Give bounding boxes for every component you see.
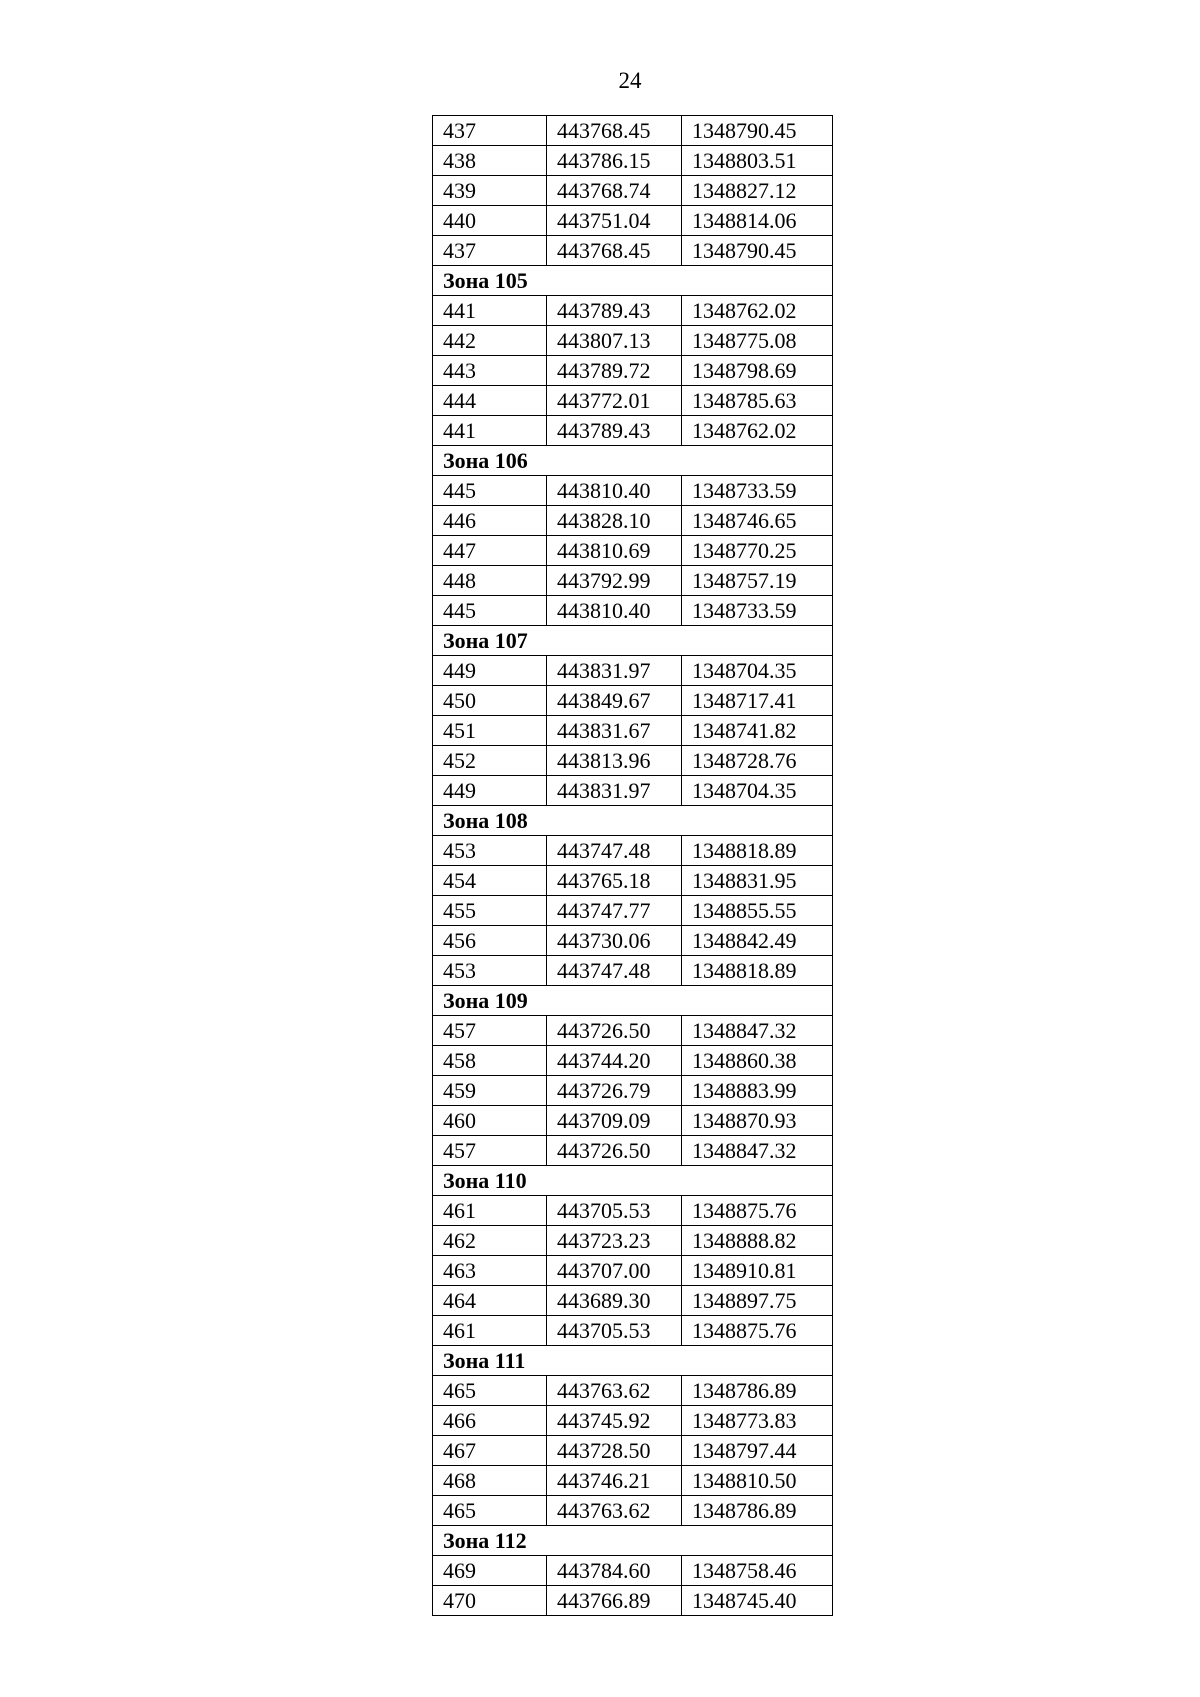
point-number-cell: 465 (433, 1376, 547, 1406)
zone-label: Зона 112 (433, 1526, 833, 1556)
point-number-cell: 446 (433, 506, 547, 536)
table-row (433, 866, 833, 896)
table-row (433, 416, 833, 446)
y-coordinate-cell: 1348818.89 (682, 836, 833, 866)
y-coordinate-cell: 1348875.76 (682, 1316, 833, 1346)
x-coordinate-cell: 443831.67 (547, 716, 682, 746)
y-coordinate-cell: 1348818.89 (682, 956, 833, 986)
table-row (433, 1316, 833, 1346)
x-coordinate-cell: 443768.45 (547, 236, 682, 266)
x-coordinate-cell: 443745.92 (547, 1406, 682, 1436)
point-number-cell: 457 (433, 1136, 547, 1166)
table-row (433, 1196, 833, 1226)
zone-label: Зона 108 (433, 806, 833, 836)
x-coordinate-cell: 443828.10 (547, 506, 682, 536)
x-coordinate-cell: 443747.48 (547, 956, 682, 986)
x-coordinate-cell: 443810.69 (547, 536, 682, 566)
table-row (433, 1586, 833, 1616)
x-coordinate-cell: 443772.01 (547, 386, 682, 416)
point-number-cell: 447 (433, 536, 547, 566)
table-row (433, 1256, 833, 1286)
point-number-cell: 450 (433, 686, 547, 716)
y-coordinate-cell: 1348745.40 (682, 1586, 833, 1616)
table-row (433, 686, 833, 716)
point-number-cell: 449 (433, 656, 547, 686)
point-number-cell: 462 (433, 1226, 547, 1256)
table-row (433, 1226, 833, 1256)
table-row (433, 1376, 833, 1406)
y-coordinate-cell: 1348870.93 (682, 1106, 833, 1136)
table-row (433, 716, 833, 746)
x-coordinate-cell: 443792.99 (547, 566, 682, 596)
point-number-cell: 460 (433, 1106, 547, 1136)
x-coordinate-cell: 443831.97 (547, 776, 682, 806)
y-coordinate-cell: 1348831.95 (682, 866, 833, 896)
point-number-cell: 442 (433, 326, 547, 356)
point-number-cell: 438 (433, 146, 547, 176)
table-row (433, 356, 833, 386)
y-coordinate-cell: 1348810.50 (682, 1466, 833, 1496)
table-row (433, 476, 833, 506)
x-coordinate-cell: 443768.45 (547, 116, 682, 146)
x-coordinate-cell: 443765.18 (547, 866, 682, 896)
y-coordinate-cell: 1348847.32 (682, 1016, 833, 1046)
table-row (433, 1556, 833, 1586)
table-row (433, 776, 833, 806)
y-coordinate-cell: 1348746.65 (682, 506, 833, 536)
zone-label: Зона 106 (433, 446, 833, 476)
y-coordinate-cell: 1348741.82 (682, 716, 833, 746)
point-number-cell: 467 (433, 1436, 547, 1466)
point-number-cell: 448 (433, 566, 547, 596)
y-coordinate-cell: 1348798.69 (682, 356, 833, 386)
table-row (433, 206, 833, 236)
table-row (433, 926, 833, 956)
x-coordinate-cell: 443763.62 (547, 1496, 682, 1526)
page-number: 24 (618, 68, 642, 93)
table-row (433, 1466, 833, 1496)
table-row (433, 1136, 833, 1166)
point-number-cell: 465 (433, 1496, 547, 1526)
table-row (433, 1406, 833, 1436)
point-number-cell: 461 (433, 1316, 547, 1346)
table-row (433, 836, 833, 866)
x-coordinate-cell: 443709.09 (547, 1106, 682, 1136)
table-row (433, 116, 833, 146)
table-row (433, 236, 833, 266)
y-coordinate-cell: 1348786.89 (682, 1496, 833, 1526)
zone-label: Зона 111 (433, 1346, 833, 1376)
point-number-cell: 454 (433, 866, 547, 896)
y-coordinate-cell: 1348786.89 (682, 1376, 833, 1406)
x-coordinate-cell: 443849.67 (547, 686, 682, 716)
y-coordinate-cell: 1348704.35 (682, 776, 833, 806)
x-coordinate-cell: 443810.40 (547, 596, 682, 626)
y-coordinate-cell: 1348855.55 (682, 896, 833, 926)
table-row (433, 1286, 833, 1316)
y-coordinate-cell: 1348790.45 (682, 116, 833, 146)
table-row (433, 566, 833, 596)
x-coordinate-cell: 443768.74 (547, 176, 682, 206)
table-row (433, 1436, 833, 1466)
zone-header-row (433, 266, 833, 296)
table-row (433, 326, 833, 356)
zone-label: Зона 109 (433, 986, 833, 1016)
zone-header-row (433, 1526, 833, 1556)
y-coordinate-cell: 1348762.02 (682, 416, 833, 446)
table-row (433, 956, 833, 986)
point-number-cell: 445 (433, 596, 547, 626)
x-coordinate-cell: 443730.06 (547, 926, 682, 956)
x-coordinate-cell: 443789.43 (547, 416, 682, 446)
table-row (433, 146, 833, 176)
point-number-cell: 453 (433, 956, 547, 986)
y-coordinate-cell: 1348785.63 (682, 386, 833, 416)
table-row (433, 1496, 833, 1526)
zone-header-row (433, 446, 833, 476)
point-number-cell: 459 (433, 1076, 547, 1106)
y-coordinate-cell: 1348762.02 (682, 296, 833, 326)
x-coordinate-cell: 443707.00 (547, 1256, 682, 1286)
point-number-cell: 451 (433, 716, 547, 746)
point-number-cell: 443 (433, 356, 547, 386)
y-coordinate-cell: 1348847.32 (682, 1136, 833, 1166)
x-coordinate-cell: 443789.43 (547, 296, 682, 326)
table-row (433, 536, 833, 566)
table-row (433, 506, 833, 536)
table-row (433, 1106, 833, 1136)
point-number-cell: 464 (433, 1286, 547, 1316)
table-row (433, 596, 833, 626)
zone-header-row (433, 986, 833, 1016)
point-number-cell: 449 (433, 776, 547, 806)
x-coordinate-cell: 443726.50 (547, 1136, 682, 1166)
point-number-cell: 469 (433, 1556, 547, 1586)
point-number-cell: 439 (433, 176, 547, 206)
point-number-cell: 452 (433, 746, 547, 776)
y-coordinate-cell: 1348842.49 (682, 926, 833, 956)
zone-label: Зона 105 (433, 266, 833, 296)
y-coordinate-cell: 1348814.06 (682, 206, 833, 236)
y-coordinate-cell: 1348757.19 (682, 566, 833, 596)
point-number-cell: 453 (433, 836, 547, 866)
x-coordinate-cell: 443831.97 (547, 656, 682, 686)
x-coordinate-cell: 443744.20 (547, 1046, 682, 1076)
x-coordinate-cell: 443705.53 (547, 1196, 682, 1226)
x-coordinate-cell: 443723.23 (547, 1226, 682, 1256)
table-row (433, 896, 833, 926)
y-coordinate-cell: 1348875.76 (682, 1196, 833, 1226)
x-coordinate-cell: 443751.04 (547, 206, 682, 236)
point-number-cell: 444 (433, 386, 547, 416)
x-coordinate-cell: 443813.96 (547, 746, 682, 776)
y-coordinate-cell: 1348770.25 (682, 536, 833, 566)
point-number-cell: 463 (433, 1256, 547, 1286)
zone-header-row (433, 1166, 833, 1196)
y-coordinate-cell: 1348827.12 (682, 176, 833, 206)
x-coordinate-cell: 443705.53 (547, 1316, 682, 1346)
y-coordinate-cell: 1348733.59 (682, 596, 833, 626)
x-coordinate-cell: 443789.72 (547, 356, 682, 386)
x-coordinate-cell: 443784.60 (547, 1556, 682, 1586)
point-number-cell: 456 (433, 926, 547, 956)
zone-header-row (433, 806, 833, 836)
y-coordinate-cell: 1348888.82 (682, 1226, 833, 1256)
y-coordinate-cell: 1348790.45 (682, 236, 833, 266)
x-coordinate-cell: 443786.15 (547, 146, 682, 176)
y-coordinate-cell: 1348897.75 (682, 1286, 833, 1316)
point-number-cell: 458 (433, 1046, 547, 1076)
table-row (433, 386, 833, 416)
point-number-cell: 441 (433, 416, 547, 446)
point-number-cell: 457 (433, 1016, 547, 1046)
x-coordinate-cell: 443726.50 (547, 1016, 682, 1046)
y-coordinate-cell: 1348704.35 (682, 656, 833, 686)
point-number-cell: 461 (433, 1196, 547, 1226)
x-coordinate-cell: 443763.62 (547, 1376, 682, 1406)
point-number-cell: 466 (433, 1406, 547, 1436)
y-coordinate-cell: 1348773.83 (682, 1406, 833, 1436)
x-coordinate-cell: 443766.89 (547, 1586, 682, 1616)
y-coordinate-cell: 1348775.08 (682, 326, 833, 356)
x-coordinate-cell: 443689.30 (547, 1286, 682, 1316)
x-coordinate-cell: 443807.13 (547, 326, 682, 356)
point-number-cell: 437 (433, 116, 547, 146)
point-number-cell: 470 (433, 1586, 547, 1616)
y-coordinate-cell: 1348733.59 (682, 476, 833, 506)
table-row (433, 1016, 833, 1046)
zone-label: Зона 110 (433, 1166, 833, 1196)
zone-header-row (433, 1346, 833, 1376)
point-number-cell: 445 (433, 476, 547, 506)
y-coordinate-cell: 1348910.81 (682, 1256, 833, 1286)
y-coordinate-cell: 1348860.38 (682, 1046, 833, 1076)
coordinates-table-body (433, 116, 833, 1616)
zone-header-row (433, 626, 833, 656)
table-row (433, 656, 833, 686)
y-coordinate-cell: 1348883.99 (682, 1076, 833, 1106)
x-coordinate-cell: 443726.79 (547, 1076, 682, 1106)
y-coordinate-cell: 1348797.44 (682, 1436, 833, 1466)
zone-label: Зона 107 (433, 626, 833, 656)
point-number-cell: 468 (433, 1466, 547, 1496)
point-number-cell: 441 (433, 296, 547, 326)
y-coordinate-cell: 1348717.41 (682, 686, 833, 716)
table-row (433, 296, 833, 326)
y-coordinate-cell: 1348803.51 (682, 146, 833, 176)
table-row (433, 1076, 833, 1106)
table-row (433, 176, 833, 206)
y-coordinate-cell: 1348758.46 (682, 1556, 833, 1586)
point-number-cell: 455 (433, 896, 547, 926)
coordinates-table (432, 115, 833, 1616)
x-coordinate-cell: 443747.77 (547, 896, 682, 926)
x-coordinate-cell: 443746.21 (547, 1466, 682, 1496)
x-coordinate-cell: 443810.40 (547, 476, 682, 506)
x-coordinate-cell: 443728.50 (547, 1436, 682, 1466)
y-coordinate-cell: 1348728.76 (682, 746, 833, 776)
point-number-cell: 437 (433, 236, 547, 266)
point-number-cell: 440 (433, 206, 547, 236)
x-coordinate-cell: 443747.48 (547, 836, 682, 866)
table-row (433, 1046, 833, 1076)
table-row (433, 746, 833, 776)
